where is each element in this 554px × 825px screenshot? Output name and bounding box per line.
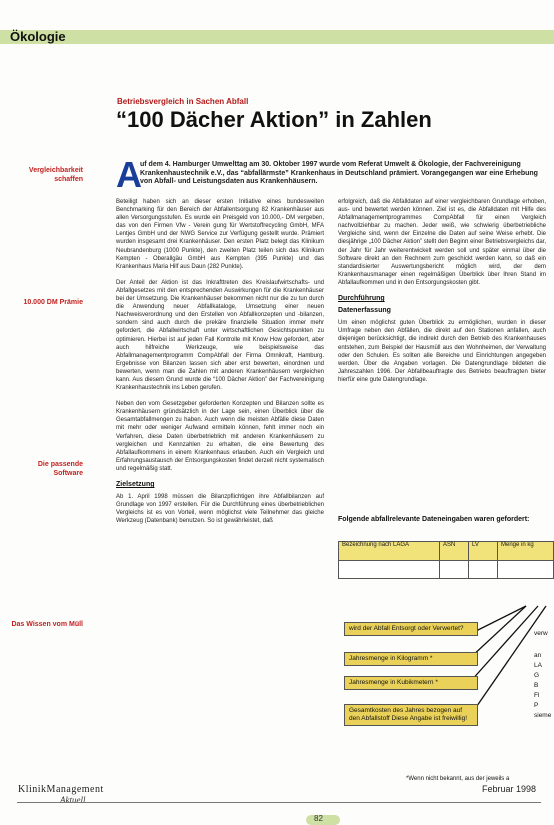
flow-right-label: B — [534, 682, 539, 689]
data-flow-diagram — [338, 600, 554, 790]
table-header-row — [339, 542, 554, 561]
flow-right-label: Fl — [534, 692, 540, 699]
table-header-cell: Bezeichnung nach LAGA — [339, 542, 440, 561]
data-entry-table — [338, 541, 554, 579]
sidenote-vergleichbarkeit: Vergleichbarkeit schaffen — [28, 167, 83, 183]
sidenote-wissen: Das Wissen vom Müll — [11, 621, 83, 628]
body-paragraph: erfolgreich, daß die Abfalldaten auf einer vergleichbaren Grundlage erhoben, aus- und bewertet werden können. Ziel ist es, die Abfalldaten mit Hilfe des Abfallmanagementprogrammes CompAbfall für einen Vergleich nachvollziehbar zu machen. Jeder weiß, wie schwierig überbetriebliche Vergleiche sind, wenn der Einzelne die Daten auf seine Weise erhebt. Die diesjährige „100 Dächer Aktion” stellt den Beginn einer Betriebsvergleichs dar, der Jahr für Jahr weiterentwickelt werden soll und später einmal über die Software direkt an den Rechnern zum geschickt werden kann, so daß ein standardisierter Auswertungsbericht möglich wird, der dem Krankenhausmanager einen regelmäßigen Überblick über Ihren Stand im Abfallaufkommen und in den Entsorgungskosten gibt. — [338, 199, 546, 286]
table-cell — [469, 561, 498, 579]
kicker: Betriebsvergleich in Sachen Abfall — [117, 97, 249, 106]
flow-box-kilogramm: Jahresmenge in Kilogramm * — [344, 652, 478, 666]
flow-box-entsorgt: wird der Abfall Entsorgt oder Verwertet? — [344, 622, 478, 636]
flow-right-label: an — [534, 652, 542, 659]
footnote: *Wenn nicht bekannt, aus der jeweils a — [406, 776, 510, 782]
journal-logo: Aktuell — [60, 795, 86, 805]
column-left — [116, 198, 324, 533]
subhead-datenerfassung: Datenerfassung — [338, 307, 391, 315]
lead-paragraph: uf dem 4. Hamburger Umwelttag am 30. Oktober 1997 wurde vom Referat Umwelt & Ökologie, der Fachvereinigung Krankenhaustechnik e.V., das “abfallärmste” Krankenhaus in Deutschland prämiert. Vorangegangen war eine Erhebung von Abfall- und Leistungsdaten aus Krankenhäusern. — [140, 161, 538, 185]
body-paragraph: Der Anteil der Aktion ist das Inkrafttreten des Kreislaufwirtschafts- und Abfallgesetzes mit den entsprechenden Auswirkungen für die Krankenhäuser bei der Umsetzung. Die Krankenhäuser bekommen nicht nur die zu tun durch die Anwendung neuer Abfallkataloge, Umsetzung einer neuen Nachweisverordnung und den Erstellen von Abfallkonzepten und -bilanzen, sondern sind auch durch die prekäre finanzielle Situation immer mehr gefordert, die Abfallwirtschaft unter wirtschaftlichen Gesichtspunkten zu optimieren. Hierbei ist auf jeden Fall Kontrolle mit Know How gefordert, aber auch hilfreiche Werkzeuge, wie beispielsweise das Abfallmanagementprogramm CompAbfall der Firma Omnikraft, Hamburg. Ergebnisse von Bilanzen lassen sich aber erst bewerten, einordnen und bewerten, wenn man die Zahlen mit anderen Krankenhäusern vergleichen kann. Aus diesem Grund wurde die “100 Dächer Aktion” der Fachvereinigung Krankenhaustechnik ins Leben gerufen. — [116, 279, 324, 392]
table-row — [339, 561, 554, 579]
body-paragraph: Um einen möglichst guten Überblick zu ermöglichen, wurden in dieser Umfrage neben den Abfällen, die direkt auf den Stationen anfallen, auch diejenigen berücksichtigt, die indirekt durch den Betrieb des Krankenhauses entstehen, zum Beispiel der Hausmüll aus den Wohnheimen, der Verwaltung oder den Schulen. Es sollten alle Bereiche und Einrichtungen angegeben werden. Über die Angaben vorlagen. Die Datengrundlage bildeten die Jahreszahlen 1996. Der Abfallbeauftragte des Betriebs beauftragten bieter hierfür eine gute Datengrundlage. — [338, 320, 546, 383]
subhead-durchfuehrung: Durchführung — [338, 295, 385, 303]
table-heading: Folgende abfallrelevante Dateneingaben waren gefordert: — [338, 516, 530, 523]
table-header-cell: Menge in kg — [498, 542, 554, 561]
issue-date: Februar 1998 — [482, 784, 537, 794]
footer-rule — [17, 802, 541, 803]
table-cell — [440, 561, 469, 579]
flow-right-label: G — [534, 672, 540, 679]
table-cell — [498, 561, 554, 579]
body-paragraph: Beteiligt haben sich an dieser ersten Initiative eines bundesweiten Benchmarking für den Bereich der Abfallentsorgung 82 Krankenhäuser aus allen Versorgungsstufen. Es wurde ein Preisgeld von 10.000,- DM vergeben, das von den Firmen Vfw - Verein gung für Wertstoffrecycling GmbH, MFA Lentjes GmbH und der NWG Service zur Verfügung gestellt wurde. Prämiert wurden insgesamt drei Krankenhäuser. Den ersten Platz belegt das Klinikum Neubrandenburg (1000 Punkte), den zweiten Platz teilen sich das Klinikum Kempten - Oberallgäu GmbH aus Kempten (395 Punkte) und das Krankenhaus Maria Hilf aus Daun (282 Punkte). — [116, 199, 324, 270]
page-number: 82 — [314, 814, 323, 823]
headline: “100 Dächer Aktion” in Zahlen — [116, 107, 432, 132]
flow-right-label: P — [534, 702, 539, 709]
flow-right-label: LA — [534, 662, 542, 669]
flow-box-kubikmeter: Jahresmenge in Kubikmetern * — [344, 676, 478, 690]
body-paragraph: Neben den vom Gesetzgeber geforderten Konzepten und Bilanzen sollte es Krankenhäusern gründsätzlich in der Lage sein, einen Überblick über die Gesamtabfallmengen zu haben. Auch wenn die meisten Abfälle diese Daten mit mehr oder weniger Aufwand ermitteln können, fehlt immer noch ein Verfahren, diese Daten überbetrieblich mit anderen Krankenhäusern zu vergleichen und Kennzahlen zu erhalten, die eine Bewertung des Abfallaufkommens in einem Krankenhaus erlauben. Auch ein Vergleich und Erfahrungsaustausch der Entsorgungskosten findet derzeit nicht systematisch und regelmäßig statt. — [116, 401, 324, 472]
flow-right-label: sieme — [534, 712, 552, 719]
drop-cap: A — [116, 154, 142, 195]
flow-arrow — [470, 606, 526, 634]
table-cell — [339, 561, 440, 579]
sidenote-praemie: 10.000 DM Prämie — [23, 299, 83, 306]
page-number-pill — [306, 815, 340, 825]
table-header-cell: ASN — [440, 542, 469, 561]
table-header-cell: LV — [469, 542, 498, 561]
section-title: Ökologie — [10, 29, 66, 44]
journal-name: KlinikManagement — [18, 784, 104, 795]
subhead-zielsetzung: Zielsetzung — [116, 481, 155, 488]
flow-box-gesamtkosten: Gesamtkosten des Jahres bezogen auf den Abfallstoff Diese Angabe ist freiwillig! — [344, 704, 478, 726]
sidenote-software: Die passende Software — [37, 461, 83, 477]
section-bar — [0, 30, 554, 44]
flow-right-label: verw — [534, 630, 548, 637]
column-right — [338, 198, 546, 392]
body-paragraph: Ab 1. April 1998 müssen die Bilanzpflichtigen ihre Abfallbilanzen auf Grundlage von 1997 erstellen. Für die Durchführung eines überbetrieblichen Vergleichs ist es von Vorteil, wenn möglichst viele Teilnehmer das gleiche Werkzeug (Datenbank) benutzen. So ist gewährleistet, daß — [116, 494, 324, 525]
